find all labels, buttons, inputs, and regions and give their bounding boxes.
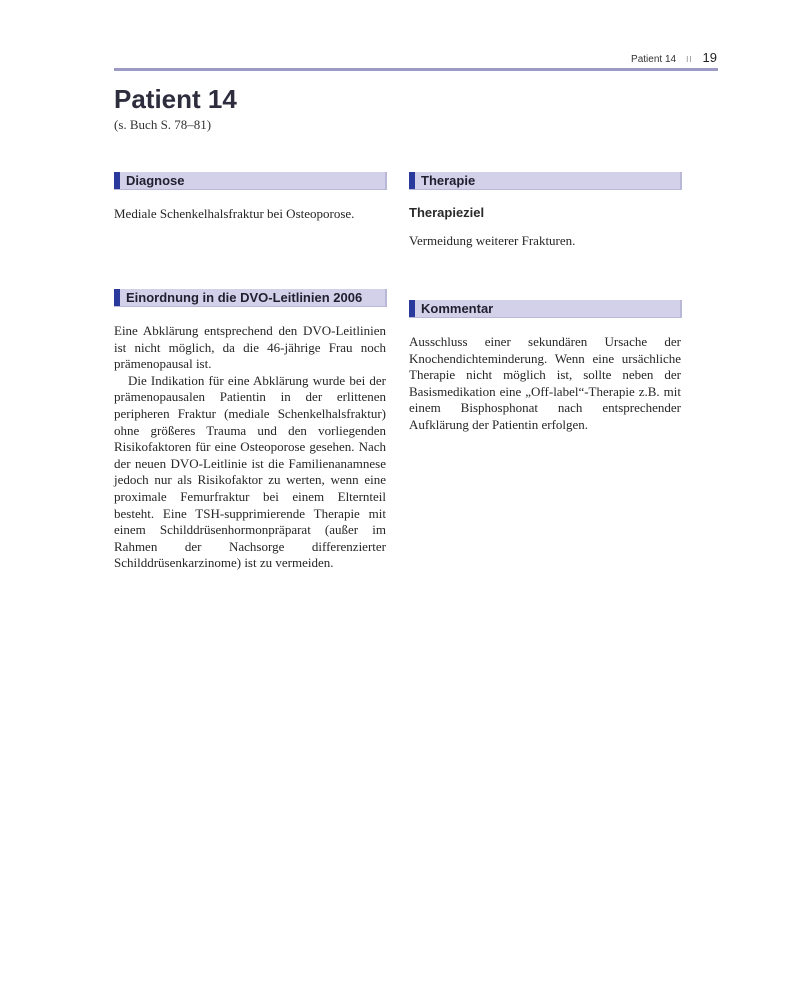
section-heading-diagnose [114, 172, 387, 190]
section-heading-kommentar [409, 300, 682, 318]
running-head-separator: II [686, 55, 693, 64]
diagnose-text [114, 206, 386, 223]
section-heading-label: Kommentar [421, 301, 494, 316]
section-heading-therapie [409, 172, 682, 190]
section-heading-label: Einordnung in die DVO-Leitlinien 2006 [126, 290, 363, 305]
einordnung-paragraph-1: Eine Abklärung entsprechend den DVO-Leitlinien ist nicht möglich, da die 46-jährige Frau noch prämenopausal ist. [114, 323, 386, 372]
running-head [631, 50, 717, 68]
einordnung-text [114, 323, 386, 572]
therapie-paragraph: Vermeidung weiterer Frakturen. [409, 233, 576, 248]
page-title: Patient 14 [114, 84, 237, 114]
therapie-text [409, 233, 681, 250]
running-head-title: Patient 14 [631, 54, 677, 65]
einordnung-paragraph-2: Die Indikation für eine Abklärung wurde bei der prämenopausalen Patientin in der erlittenen peripheren Fraktur (mediale Schenkelhalsfraktur) ohne größeres Trauma und den vorliegenden Risikofaktoren für eine Osteoporose gesehen. Nach der neuen DVO-Leitlinie ist die Familienanamnese jedoch nur als Risikofaktor zu werten, wenn eine proximale Femurfraktur bei einem Elternteil besteht. Eine TSH-supprimierende Therapie mit einem Schilddrüsenhormonpräparat (außer im Rahmen der Nachsorge differenzierter Schilddrüsenkarzinome) ist zu vermeiden. [114, 372, 386, 571]
kommentar-text [409, 334, 681, 434]
section-heading-label: Diagnose [126, 173, 185, 188]
diagnose-paragraph: Mediale Schenkelhalsfraktur bei Osteoporose. [114, 206, 355, 221]
therapieziel-subheading: Therapieziel [409, 205, 485, 220]
page-number: 19 [702, 50, 717, 65]
header-rule [114, 68, 718, 71]
book-reference: (s. Buch S. 78–81) [114, 117, 212, 132]
section-heading-einordnung [114, 289, 387, 307]
kommentar-paragraph: Ausschluss einer sekundären Ursache der Knochendichteminderung. Wenn eine ursächliche Therapie nicht möglich ist, sollte neben der Basismedikation eine „Off-label“-Therapie z.B. mit einem Bisphosphonat nach entsprechender Aufklärung der Patientin erfolgen. [409, 334, 681, 432]
section-heading-label: Therapie [421, 173, 476, 188]
